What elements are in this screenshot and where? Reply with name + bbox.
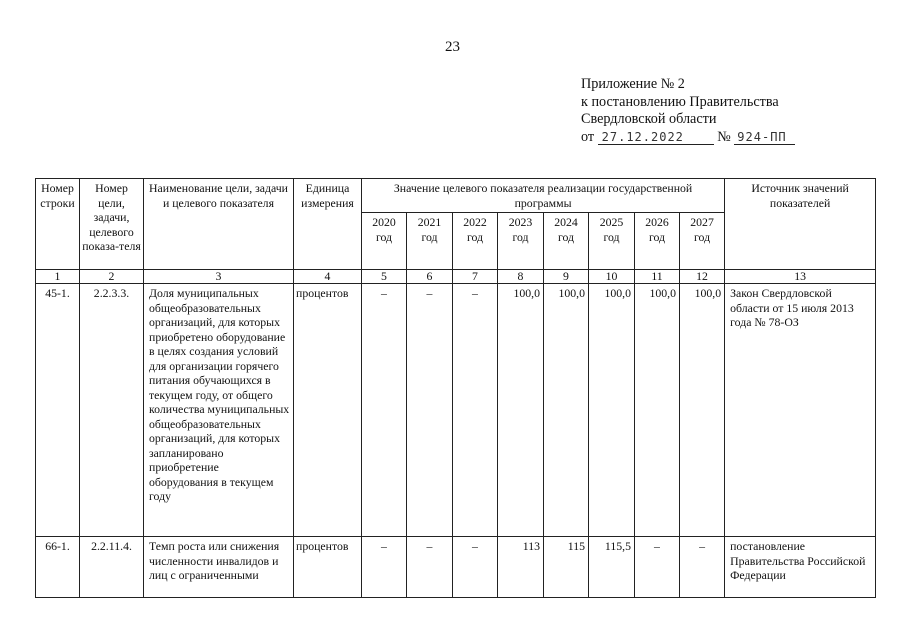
value-2021: – [407,537,453,598]
header-year: 2020 год [362,213,407,270]
header-row [36,179,876,213]
unit: процентов [294,537,362,598]
annex-title: Приложение № 2 [581,76,685,92]
header-source: Источник значений показателей [725,179,876,270]
column-number: 3 [144,270,294,284]
column-number: 6 [407,270,453,284]
table-row [36,537,876,598]
source: постановление Правительства Российской Федерации [725,537,876,598]
decree-number: 924-ПП [734,131,795,145]
value-2027: 100,0 [680,284,725,537]
value-2020: – [362,284,407,537]
value-2020: – [362,537,407,598]
value-2023: 113 [498,537,544,598]
header-year: 2021 год [407,213,453,270]
column-number-row [36,270,876,284]
value-2022: – [453,537,498,598]
value-2026: 100,0 [635,284,680,537]
value-2023: 100,0 [498,284,544,537]
row-number: 66-1. [36,537,80,598]
row-number: 45-1. [36,284,80,537]
value-2027: – [680,537,725,598]
decree-date: 27.12.2022 [598,131,714,145]
column-number: 11 [635,270,680,284]
header-year: 2027 год [680,213,725,270]
date-prefix: от [581,128,595,145]
column-number: 13 [725,270,876,284]
value-2024: 100,0 [544,284,589,537]
header-year: 2024 год [544,213,589,270]
value-2024: 115 [544,537,589,598]
indicators-table [35,178,876,598]
column-number: 2 [80,270,144,284]
header-year: 2022 год [453,213,498,270]
header-year: 2025 год [589,213,635,270]
value-2026: – [635,537,680,598]
column-number: 7 [453,270,498,284]
header-name: Наименование цели, задачи и целевого показателя [144,179,294,270]
column-number: 1 [36,270,80,284]
column-number: 9 [544,270,589,284]
indicator-name: Темп роста или снижения численности инвалидов и лиц с ограниченными [144,537,294,598]
header-year: 2023 год [498,213,544,270]
column-number: 10 [589,270,635,284]
value-2025: 100,0 [589,284,635,537]
annex-header [581,76,795,146]
column-number: 4 [294,270,362,284]
header-goal-number: Номер цели, задачи, целевого показа-теля [80,179,144,270]
column-number: 5 [362,270,407,284]
annex-subtitle: к постановлению Правительства [581,93,779,110]
source: Закон Свердловской области от 15 июля 2013 года № 78-ОЗ [725,284,876,537]
header-row-number: Номер строки [36,179,80,270]
annex-date-line [581,129,795,147]
goal-number: 2.2.11.4. [80,537,144,598]
column-number: 8 [498,270,544,284]
column-number: 12 [680,270,725,284]
value-2021: – [407,284,453,537]
unit: процентов [294,284,362,537]
annex-region: Свердловской области [581,111,717,127]
page-number: 23 [445,39,460,55]
goal-number: 2.2.3.3. [80,284,144,537]
header-unit: Единица измерения [294,179,362,270]
value-2022: – [453,284,498,537]
header-values-group: Значение целевого показателя реализации государственной программы [362,179,725,213]
value-2025: 115,5 [589,537,635,598]
table-row [36,284,876,537]
number-prefix: № [717,128,731,145]
header-year: 2026 год [635,213,680,270]
indicator-name: Доля муниципальных общеобразовательных организаций, для которых приобретено оборудование в целях создания условий для организации горячего питания обучающихся в текущем году, от общего количества муниципальных общеобразовательных организаций, для которых запланировано приобретение оборудования в текущем году [144,284,294,537]
